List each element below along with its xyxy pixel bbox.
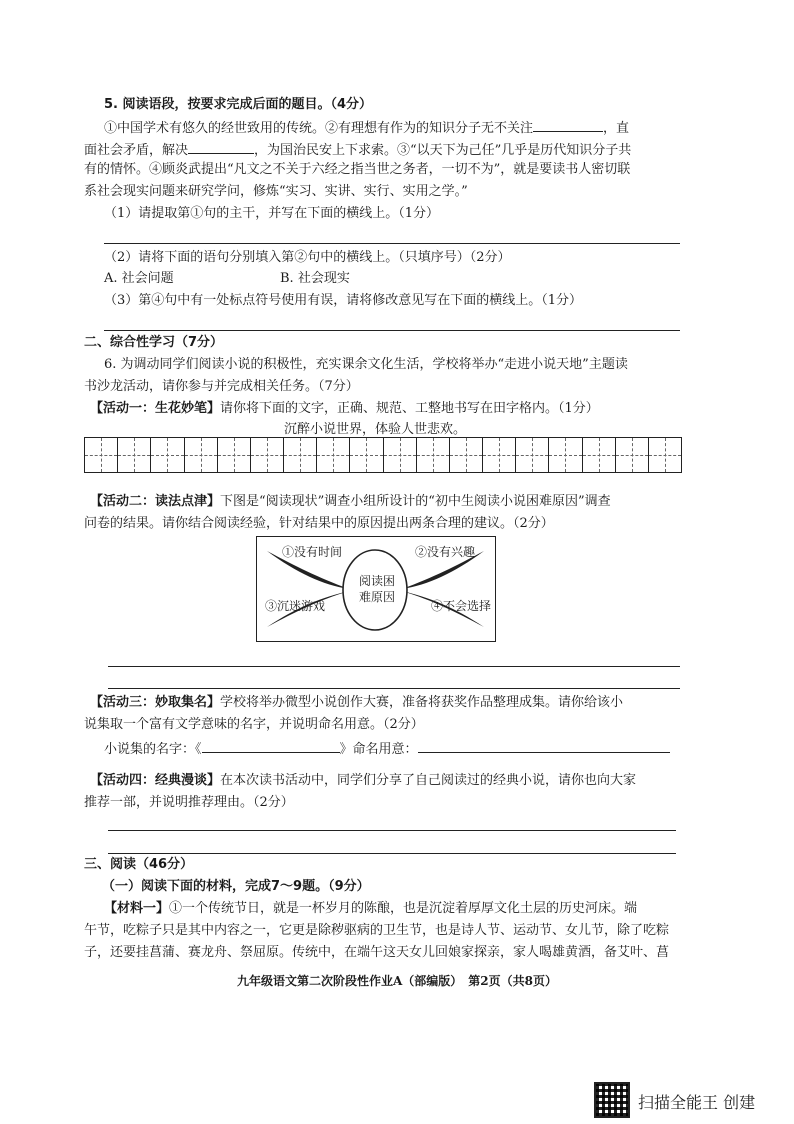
activity-4: 【活动四：经典漫谈】在本次读书活动中，同学们分享了自己阅读过的经典小说，请你也向大家	[90, 773, 637, 788]
naming-intent-blank[interactable]	[418, 738, 670, 753]
collection-name-blank[interactable]	[202, 738, 340, 753]
reason-4: ④不会选择	[431, 599, 492, 613]
answer-line-3[interactable]	[108, 666, 680, 667]
answer-line-2[interactable]	[104, 330, 680, 331]
material-1-line-3: 子，还要挂菖蒲、赛龙舟、祭屈原。传统中，在端午这天女儿回娘家探亲，家人喝雄黄酒，备艾叶、菖	[84, 945, 670, 960]
reading-part-1: （一）阅读下面的材料，完成7～9题。（9分）	[102, 879, 370, 894]
section-3-title: 三、阅读（46分）	[84, 857, 194, 872]
activity-1: 【活动一：生花妙笔】请你将下面的文字，正确、规范、工整地书写在田字格内。（1分）	[90, 401, 599, 416]
activity-2: 【活动二：读法点津】下图是“阅读现状”调查小组所设计的“初中生阅读小说困难原因”调查	[90, 494, 611, 509]
answer-line-6[interactable]	[108, 853, 676, 854]
reason-2: ②没有兴趣	[415, 545, 476, 559]
material-1-line-2: 午节，吃粽子只是其中内容之一，它更是除秽驱病的卫生节，也是诗人节、运动节、女儿节，除了吃粽	[84, 923, 670, 938]
q5-passage-line-2: 面社会矛盾，解决 ，为国治民安上下求索。③“以天下为己任”几乎是历代知识分子共	[84, 139, 631, 160]
answer-line-5[interactable]	[108, 830, 676, 831]
answer-line-4[interactable]	[108, 688, 680, 689]
reason-1: ①没有时间	[282, 545, 343, 559]
activity-3: 【活动三：妙取集名】学校将举办微型小说创作大赛，准备将获奖作品整理成集。请你给该小	[90, 695, 624, 710]
activity-2-line-2: 问卷的结果。请你结合阅读经验，针对结果中的原因提出两条合理的建议。（2分）	[84, 516, 554, 531]
reasons-diagram	[256, 536, 496, 642]
novel-collection-name-row: 小说集的名字：《 》命名用意：	[104, 738, 670, 759]
q5-passage-line-1: ①中国学术有悠久的经世致用的传统。②有理想有作为的知识分子无不关注 ，直	[104, 117, 629, 138]
q5-option-b: B. 社会现实	[280, 271, 350, 286]
qr-code-icon	[594, 1082, 630, 1118]
scanner-watermark: 扫描全能王 创建	[638, 1093, 756, 1112]
q5-passage-line-4: 系社会现实问题来研究学问，修炼“实习、实讲、实行、实用之学。”	[84, 184, 468, 199]
diagram-center: 阅读困难原因	[358, 574, 395, 604]
reason-3: ③沉迷游戏	[265, 599, 326, 613]
q5-sub3: （3）第④句中有一处标点符号使用有误，请将修改意见写在下面的横线上。（1分）	[104, 293, 583, 308]
page-footer: 九年级语文第二次阶段性作业A（部编版） 第2页（共8页）	[236, 974, 557, 988]
material-1-line-1: 【材料一】①一个传统节日，就是一杯岁月的陈酿，也是沉淀着厚厚文化土层的历史河床。端	[104, 901, 638, 916]
q5-sub2: （2）请将下面的语句分别填入第②句中的横线上。（只填序号）（2分）	[104, 250, 511, 265]
tianzige-grid[interactable]	[84, 437, 682, 473]
q5-passage-line-3: 有的情怀。④顾炎武提出“凡文之不关于六经之指当世之务者，一切不为”，就是要读书人密切联	[84, 162, 631, 177]
activity-4-line-2: 推荐一部，并说明推荐理由。（2分）	[84, 795, 294, 810]
blank-1[interactable]	[533, 117, 603, 132]
activity-1-sentence: 沉醉小说世界，体验人世悲欢。	[284, 422, 467, 437]
answer-line-1[interactable]	[104, 243, 680, 244]
q5-option-a: A. 社会问题	[104, 271, 174, 286]
q6-intro-2: 书沙龙活动，请你参与并完成相关任务。（7分）	[84, 379, 359, 394]
section-2-title: 二、综合性学习（7分）	[84, 335, 224, 350]
q5-title: 5. 阅读语段，按要求完成后面的题目。（4分）	[104, 97, 373, 112]
q6-intro-1: 6. 为调动同学们阅读小说的积极性，充实课余文化生活，学校将举办“走进小说天地”主题读	[104, 357, 628, 372]
q5-sub1: （1）请提取第①句的主干，并写在下面的横线上。（1分）	[104, 206, 440, 221]
activity-3-line-2: 说集取一个富有文学意味的名字，并说明命名用意。（2分）	[84, 717, 424, 732]
blank-2[interactable]	[188, 139, 254, 154]
